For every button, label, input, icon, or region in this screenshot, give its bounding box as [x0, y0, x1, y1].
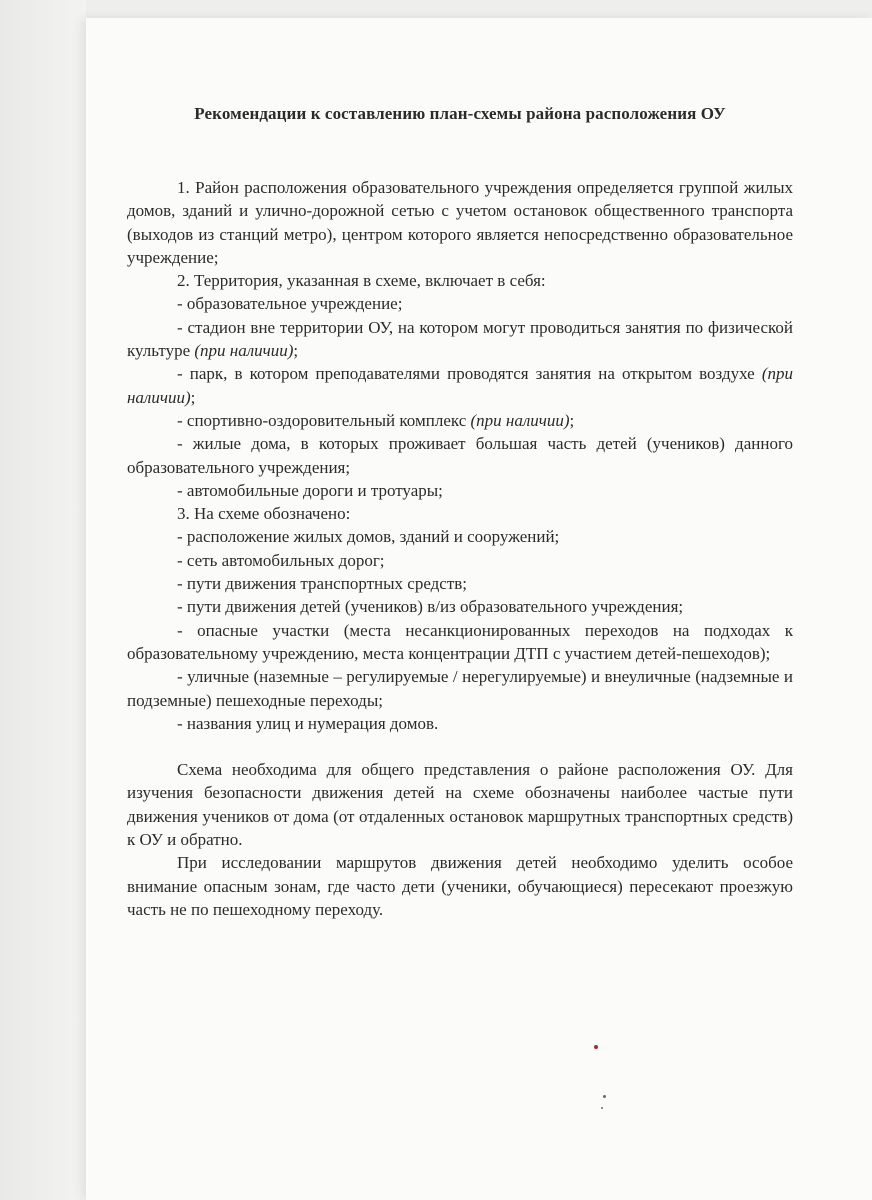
- scan-speck: [601, 1107, 603, 1109]
- document-body: [127, 104, 793, 921]
- paragraph-1: 1. Район расположения образовательного учреждения определяется группой жилых домов, зданий и улично-дорожной сетью с учетом остановок общественного транспорта (выходов из станций метро), центром которого является непосредственно образовательное учреждение;: [127, 178, 793, 267]
- list-item: - стадион вне территории ОУ, на котором могут проводиться занятия по физической культуре (при наличии);: [127, 317, 793, 361]
- document-title: Рекомендации к составлению план-схемы района расположения ОУ: [194, 104, 726, 123]
- scan-speck: [603, 1095, 606, 1098]
- summary-paragraph: При исследовании маршрутов движения детей необходимо уделить особое внимание опасным зонам, где часто дети (ученики, обучающиеся) пересекают проезжую часть не по пешеходному переходу.: [127, 853, 793, 919]
- list-item: - пути движения детей (учеников) в/из образовательного учреждения;: [177, 597, 684, 617]
- list-item: - сеть автомобильных дорог;: [177, 550, 385, 570]
- paragraph-2: 2. Территория, указанная в схеме, включает в себя:: [177, 271, 546, 291]
- list-item: - спортивно-оздоровительный комплекс (при наличии);: [177, 410, 575, 430]
- scan-speck: [594, 1045, 598, 1049]
- scan-margin: [0, 0, 86, 1200]
- list-item: - пути движения транспортных средств;: [177, 574, 468, 594]
- list-item: - образовательное учреждение;: [177, 294, 403, 314]
- list-item: - автомобильные дороги и тротуары;: [177, 480, 443, 500]
- list-item: - жилые дома, в которых проживает большая часть детей (учеников) данного образовательного учреждения;: [127, 434, 793, 477]
- list-item: - парк, в котором преподавателями проводятся занятия на открытом воздухе (при наличии);: [127, 364, 793, 407]
- list-item: - расположение жилых домов, зданий и сооружений;: [177, 527, 560, 547]
- list-item: - опасные участки (места несанкционированных переходов на подходах к образовательному учреждению, места концентрации ДТП с участием детей-пешеходов);: [127, 620, 793, 663]
- spacer: [127, 735, 793, 758]
- list-item: - уличные (наземные – регулируемые / нерегулируемые) и внеуличные (надземные и подземные) пешеходные переходы;: [127, 667, 793, 710]
- list-item: - названия улиц и нумерация домов.: [177, 713, 439, 733]
- paragraph-3: 3. На схеме обозначено:: [177, 504, 351, 524]
- summary-paragraph: Схема необходима для общего представления о районе расположения ОУ. Для изучения безопасности движения детей на схеме обозначены наиболее частые пути движения учеников от дома (от отдаленных остановок маршрутных транспортных средств) к ОУ и обратно.: [127, 760, 793, 850]
